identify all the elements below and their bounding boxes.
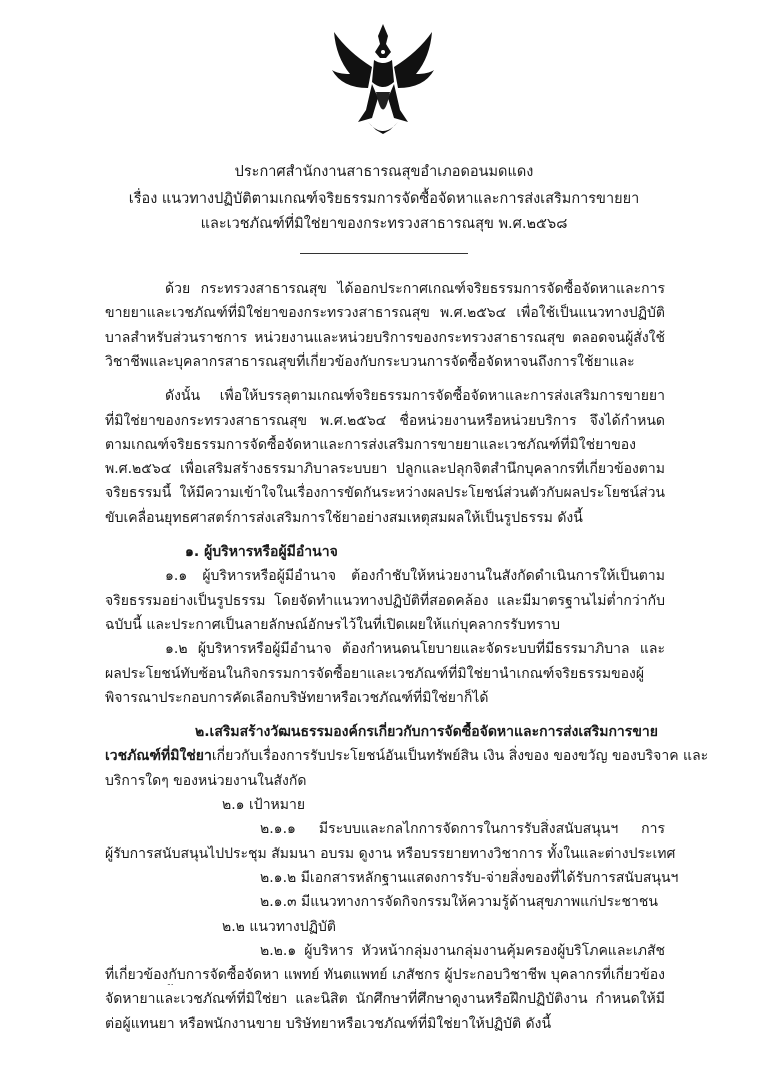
body-text-line bbox=[105, 483, 665, 503]
body-text-line bbox=[105, 435, 665, 455]
body-text-line bbox=[105, 303, 665, 323]
section-heading-line bbox=[195, 722, 665, 742]
body-text-line bbox=[165, 566, 665, 586]
body-text-line bbox=[105, 591, 665, 611]
line-text: บริการใดๆ ของหน่วยงานในสังกัด bbox=[105, 772, 307, 789]
line-text: ที่มิใช่ยาของกระทรวงสาธารณสุข พ.ศ.๒๕๖๔ ชื่อหน่วยงานหรือหน่วยบริการ จึงได้กำหนด bbox=[105, 412, 665, 429]
body-text-line bbox=[105, 1014, 665, 1034]
body-text-line bbox=[105, 508, 665, 528]
body-text-line bbox=[105, 771, 665, 791]
body-text-line bbox=[105, 989, 665, 1009]
body-text-line bbox=[105, 411, 665, 431]
line-text: ขายยาและเวชภัณฑ์ที่มิใช่ยาของกระทรวงสาธารณสุข พ.ศ.๒๕๖๔ เพื่อใช้เป็นแนวทางปฏิบัติ bbox=[105, 305, 665, 322]
body-text-line bbox=[105, 328, 665, 348]
body-text-line bbox=[260, 941, 665, 961]
body-text-line bbox=[105, 615, 665, 635]
line-text: บาลสำหรับส่วนราชการ หน่วยงานและหน่วยบริการของกระทรวงสาธารณสุข ตลอดจนผู้สั่งใช้ bbox=[105, 329, 665, 346]
body-text-line bbox=[105, 688, 665, 708]
line-text: ขับเคลื่อนยุทธศาสตร์การส่งเสริมการใช้ยาอย่างสมเหตุสมผลให้เป็นรูปธรรม ดังนี้ bbox=[105, 509, 583, 526]
line-text: พิจารณาประกอบการคัดเลือกบริษัทยาหรือเวชภัณฑ์ที่มิใช่ยาก็ได้ bbox=[105, 689, 489, 706]
line-text: ๒.๒ แนวทางปฏิบัติ bbox=[222, 918, 337, 935]
line-text: จริยธรรมนี้ ให้มีความเข้าใจในเรื่องการขัดกันระหว่างผลประโยชน์ส่วนตัวกับผลประโยชน์ส่วน bbox=[105, 485, 665, 502]
line-text: ๒.๑.๓ มีแนวทางการจัดกิจกรรมให้ความรู้ด้านสุขภาพแก่ประชาชน bbox=[260, 894, 658, 911]
line-text: ผลประโยชน์ทับซ้อนในกิจกรรมการจัดซื้อยาและเวชภัณฑ์ที่มิใช่ยานำเกณฑ์จริยธรรมของผู้ bbox=[105, 665, 645, 682]
body-text-line bbox=[105, 664, 665, 684]
line-text: ๑.๒ ผู้บริหารหรือผู้มีอำนาจ ต้องกำหนดนโยบายและจัดระบบที่มีธรรมาภิบาล และ bbox=[165, 641, 665, 658]
line-text: ที่เกี่ยวข้องกับการจัดซื้อจัดหา แพทย์ ทันตแพทย์ เภสัชกร ผู้ประกอบวิชาชีพ บุคลากรที่เกี่ยวข้อง bbox=[105, 967, 665, 984]
body-text-line bbox=[260, 892, 665, 912]
body-text-line bbox=[222, 917, 665, 937]
bold-term: เวชภัณฑ์ที่มิใช่ยา bbox=[105, 748, 212, 765]
section-heading-line bbox=[185, 542, 665, 562]
title-divider bbox=[300, 253, 468, 254]
body-text-line bbox=[105, 459, 665, 479]
line-text: ต่อผู้แทนยา หรือพนักงานขาย บริษัทยาหรือเวชภัณฑ์ที่มิใช่ยาให้ปฏิบัติ ดังนี้ bbox=[105, 1015, 552, 1032]
line-text: ฉบับนี้ และประกาศเป็นลายลักษณ์อักษรไว้ในที่เปิดเผยให้แก่บุคลากรรับทราบ bbox=[105, 616, 561, 633]
line-text: ดังนั้น เพื่อให้บรรลุตามเกณฑ์จริยธรรมการจัดซื้อจัดหาและการส่งเสริมการขายยา bbox=[165, 388, 665, 405]
line-text: ๒.เสริมสร้างวัฒนธรรมองค์กรเกี่ยวกับการจัดซื้อจัดหาและการส่งเสริมการขาย bbox=[195, 724, 658, 741]
body-text-line bbox=[105, 965, 665, 985]
line-text: ๑. ผู้บริหารหรือผู้มีอำนาจ bbox=[185, 544, 338, 560]
line-text: พ.ศ.๒๕๖๔ เพื่อเสริมสร้างธรรมาภิบาลระบบยา ปลูกและปลุกจิตสำนึกบุคลากรที่เกี่ยวข้องตาม bbox=[105, 461, 665, 478]
announcement-issuer: ประกาศสำนักงานสาธารณสุขอำเภอดอนมดแดง bbox=[234, 164, 534, 180]
body-text-line bbox=[260, 868, 679, 888]
announcement-subject: เรื่อง แนวทางปฏิบัติตามเกณฑ์จริยธรรมการจัดซื้อจัดหาและการส่งเสริมการขายยา bbox=[128, 191, 640, 207]
body-text-line bbox=[222, 795, 665, 815]
line-text: จริยธรรมอย่างเป็นรูปธรรม โดยจัดทำแนวทางปฏิบัติที่สอดคล้อง และมีมาตรฐานไม่ต่ำกว่ากับ bbox=[105, 592, 665, 609]
body-text-line bbox=[165, 386, 665, 406]
line-text: ๒.๑ เป้าหมาย bbox=[222, 797, 306, 813]
line-text: ๒.๑.๑ มีระบบและกลไกการจัดการในการรับสิ่งสนับสนุนฯ การ bbox=[260, 821, 665, 838]
line-text: ๑.๑ ผู้บริหารหรือผู้มีอำนาจ ต้องกำชับให้หน่วยงานในสังกัดดำเนินการให้เป็นตาม bbox=[165, 568, 665, 585]
body-text-line bbox=[165, 279, 665, 299]
line-text: ด้วย กระทรวงสาธารณสุข ได้ออกประกาศเกณฑ์จริยธรรมการจัดซื้อจัดหาและการ bbox=[165, 281, 665, 297]
body-text-line bbox=[105, 844, 676, 864]
line-text: จัดหายาและเวชภัณฑ์ที่มิใช่ยา และนิสิต นักศึกษาที่ศึกษาดูงานหรือฝึกปฏิบัติงาน กำหนดให้มี bbox=[105, 991, 665, 1008]
body-text-line bbox=[105, 746, 709, 766]
line-text: วิชาชีพและบุคลากรสาธารณสุขที่เกี่ยวข้องกับกระบวนการจัดซื้อจัดหาจนถึงการใช้ยาและ bbox=[105, 353, 635, 370]
line-text: ผู้รับการสนับสนุนไปประชุม สัมมนา อบรม ดูงาน หรือบรรยายทางวิชาการ ทั้งในและต่างประเทศ bbox=[105, 845, 676, 862]
garuda-emblem-icon bbox=[328, 22, 438, 140]
announcement-subject-cont: และเวชภัณฑ์ที่มิใช่ยาของกระทรวงสาธารณสุข พ.ศ.๒๕๖๘ bbox=[200, 216, 568, 232]
line-text: ๒.๒.๑ ผู้บริหาร หัวหน้ากลุ่มงานกลุ่มงานคุ้มครองผู้บริโภคและเภสัช bbox=[260, 942, 665, 959]
body-text-line bbox=[260, 819, 665, 839]
line-text: ตามเกณฑ์จริยธรรมการจัดซื้อจัดหาและการส่งเสริมการขายยาและเวชภัณฑ์ที่มิใช่ยาของ bbox=[105, 436, 637, 453]
line-text: ๒.๑.๒ มีเอกสารหลักฐานแสดงการรับ-จ่ายสิ่งของที่ได้รับการสนับสนุนฯ bbox=[260, 869, 679, 886]
body-text-line bbox=[105, 352, 665, 372]
line-text: เกี่ยวกับเรื่องการรับประโยชน์อันเป็นทรัพย์สิน เงิน สิ่งของ ของขวัญ ของบริจาค และ bbox=[211, 748, 709, 765]
body-text-line bbox=[165, 639, 665, 659]
